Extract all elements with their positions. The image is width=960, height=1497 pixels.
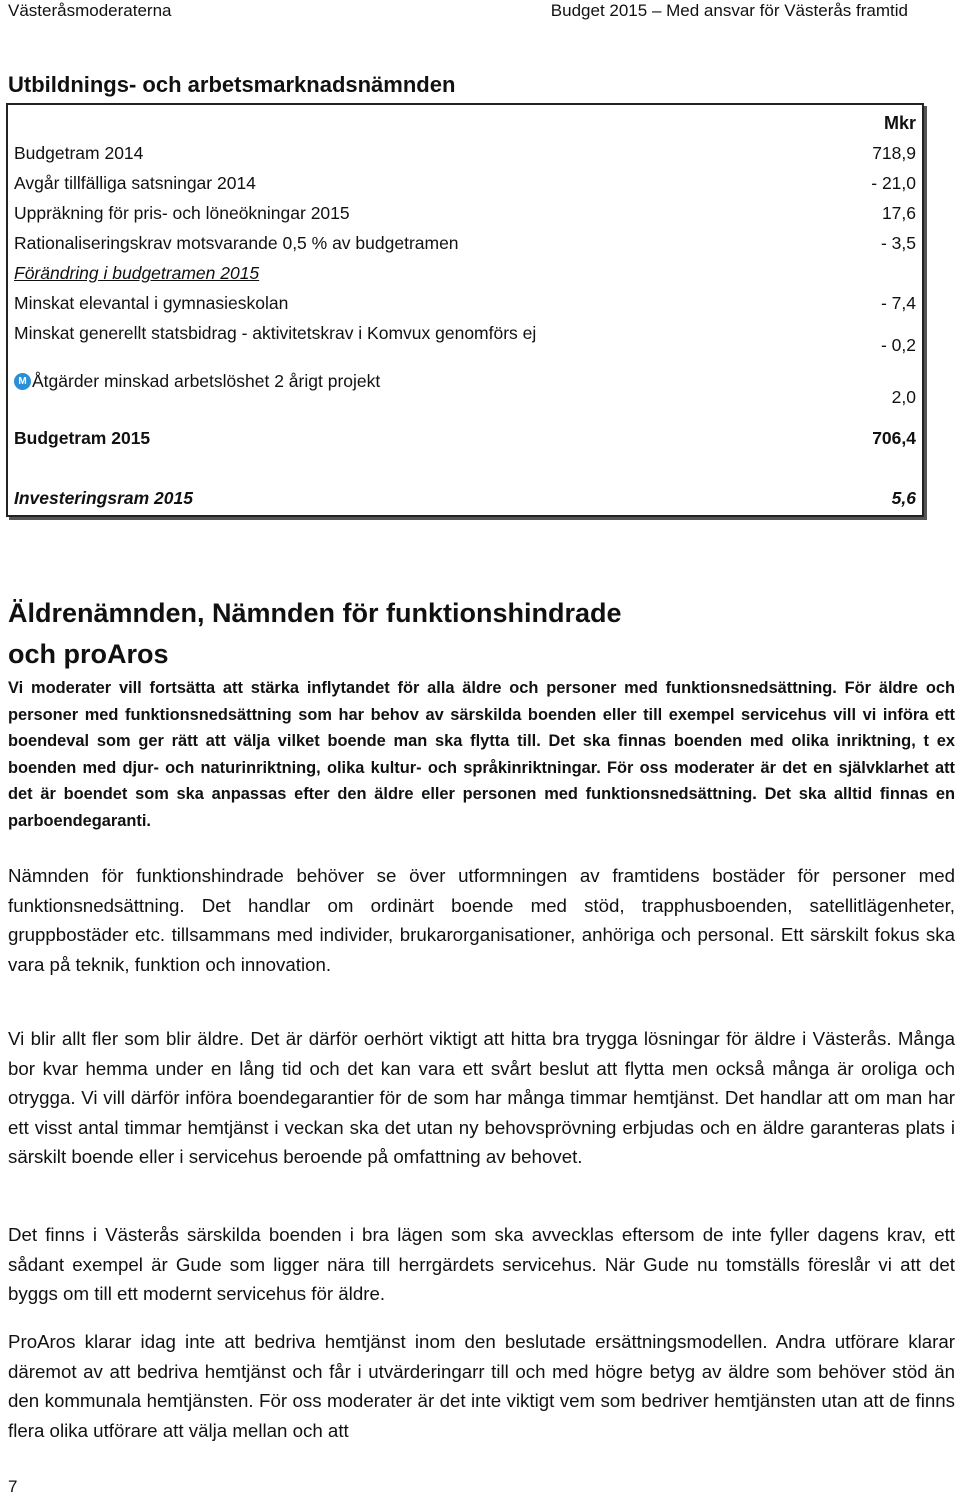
row-value: 2,0 <box>891 387 916 407</box>
section-heading-line2: och proAros <box>8 639 169 669</box>
row-value: - 0,2 <box>880 335 916 355</box>
row-value: 718,9 <box>872 143 916 163</box>
investment-value: 5,6 <box>891 488 916 508</box>
unit-label: Mkr <box>883 113 916 133</box>
page-header <box>8 0 908 26</box>
table-row <box>14 371 916 421</box>
row-label: Avgår tillfälliga satsningar 2014 <box>14 173 256 193</box>
header-left: Västeråsmoderaterna <box>8 1 172 20</box>
header-right: Budget 2015 – Med ansvar för Västerås framtid <box>550 1 908 20</box>
paragraph: ProAros klarar idag inte att bedriva hemtjänst inom den beslutade ersättningsmodellen. Andra utförare klarar däremot av att bedriva hemtjänst och får i utvärderingarr till och med högre betyg av äldre som behöver stöd än den kommunala hemtjänsten. För oss moderater är det inte viktigt vem som bedriver hemtjänsten utan att de finns flera olika utförare att välja mellan och att <box>8 1331 955 1441</box>
paragraph: Vi blir allt fler som blir äldre. Det är därför oerhört viktigt att hitta bra trygga lösningar för äldre i Västerås. Många bor kvar hemma under en lång tid och det kan vara ett svårt beslut att flytta men också många är oroliga och otrygga. Vi vill därför införa boendegarantier för de som har många timmar hemtjänst. Det handlar att om man har ett visst antal timmar hemtjänst i veckan ska det utan ny behovsprövning erbjudas och en äldre garanteras plats i särskilt boende eller i servicehus beroende på omfattning av behovet. <box>8 1028 955 1168</box>
row-value: - 3,5 <box>880 233 916 253</box>
row-label: Uppräkning för pris- och löneökningar 2015 <box>14 203 350 223</box>
row-value: - 21,0 <box>871 173 916 193</box>
section-heading-line1: Äldrenämnden, Nämnden för funktionshindrade <box>8 598 622 628</box>
row-label: Minskat elevantal i gymnasieskolan <box>14 293 289 313</box>
paragraph: Det finns i Västerås särskilda boenden i bra lägen som ska avvecklas eftersom de inte fyller dagens krav, ett sådant exempel är Gude som ligger nära till herrgärdets servicehus. När Gude nu tomställs föreslår vi att det byggs om till ett modernt servicehus för äldre. <box>8 1224 955 1305</box>
total-value: 706,4 <box>872 428 916 448</box>
page-number: 7 <box>8 1477 18 1496</box>
moderaterna-m-icon: M <box>14 373 31 390</box>
row-label: Rationaliseringskrav motsvarande 0,5 % av budgetramen <box>14 233 459 253</box>
table-row <box>14 323 916 373</box>
section-title: Utbildnings- och arbetsmarknadsnämnden <box>8 72 456 97</box>
investment-label: Investeringsram 2015 <box>14 488 193 508</box>
row-label: Åtgärder minskad arbetslöshet 2 årigt projekt <box>32 371 381 391</box>
row-value: 17,6 <box>881 203 916 223</box>
budget-table <box>6 103 924 517</box>
row-label-with-icon <box>14 371 380 392</box>
row-label: Minskat generellt statsbidrag - aktivitetskrav i Komvux genomförs ej <box>14 323 537 343</box>
row-value: - 7,4 <box>880 293 916 313</box>
intro-paragraph: Vi moderater vill fortsätta att stärka inflytandet för alla äldre och personer med funktionsnedsättning. För äldre och personer med funktionsnedsättning som har behov av särskilda boenden eller till exempel servicehus vill vi införa ett boendeval som ger rätt att välja vilket boende man ska flytta till. Det ska finnas boenden med olika inriktning, t ex boenden med djur- och naturinriktning, olika kultur- och språkinriktningar. För oss moderater är det en självklarhet att det är boendet som ska anpassas efter den äldre eller personen med funktionsnedsättning. Det ska alltid finnas en parboendegaranti. <box>8 679 955 830</box>
total-label: Budgetram 2015 <box>14 428 151 448</box>
row-label: Budgetram 2014 <box>14 143 144 163</box>
paragraph: Nämnden för funktionshindrade behöver se över utformningen av framtidens bostäder för personer med funktionsnedsättning. Det handlar om ordinärt boende med stöd, trapphusboenden, satellitlägenheter, gruppbostäder etc. tillsammans med individer, brukarorganisationer, anhöriga och personal. Ett särskilt fokus ska vara på teknik, funktion och innovation. <box>8 865 955 975</box>
change-subheading: Förändring i budgetramen 2015 <box>14 263 260 283</box>
